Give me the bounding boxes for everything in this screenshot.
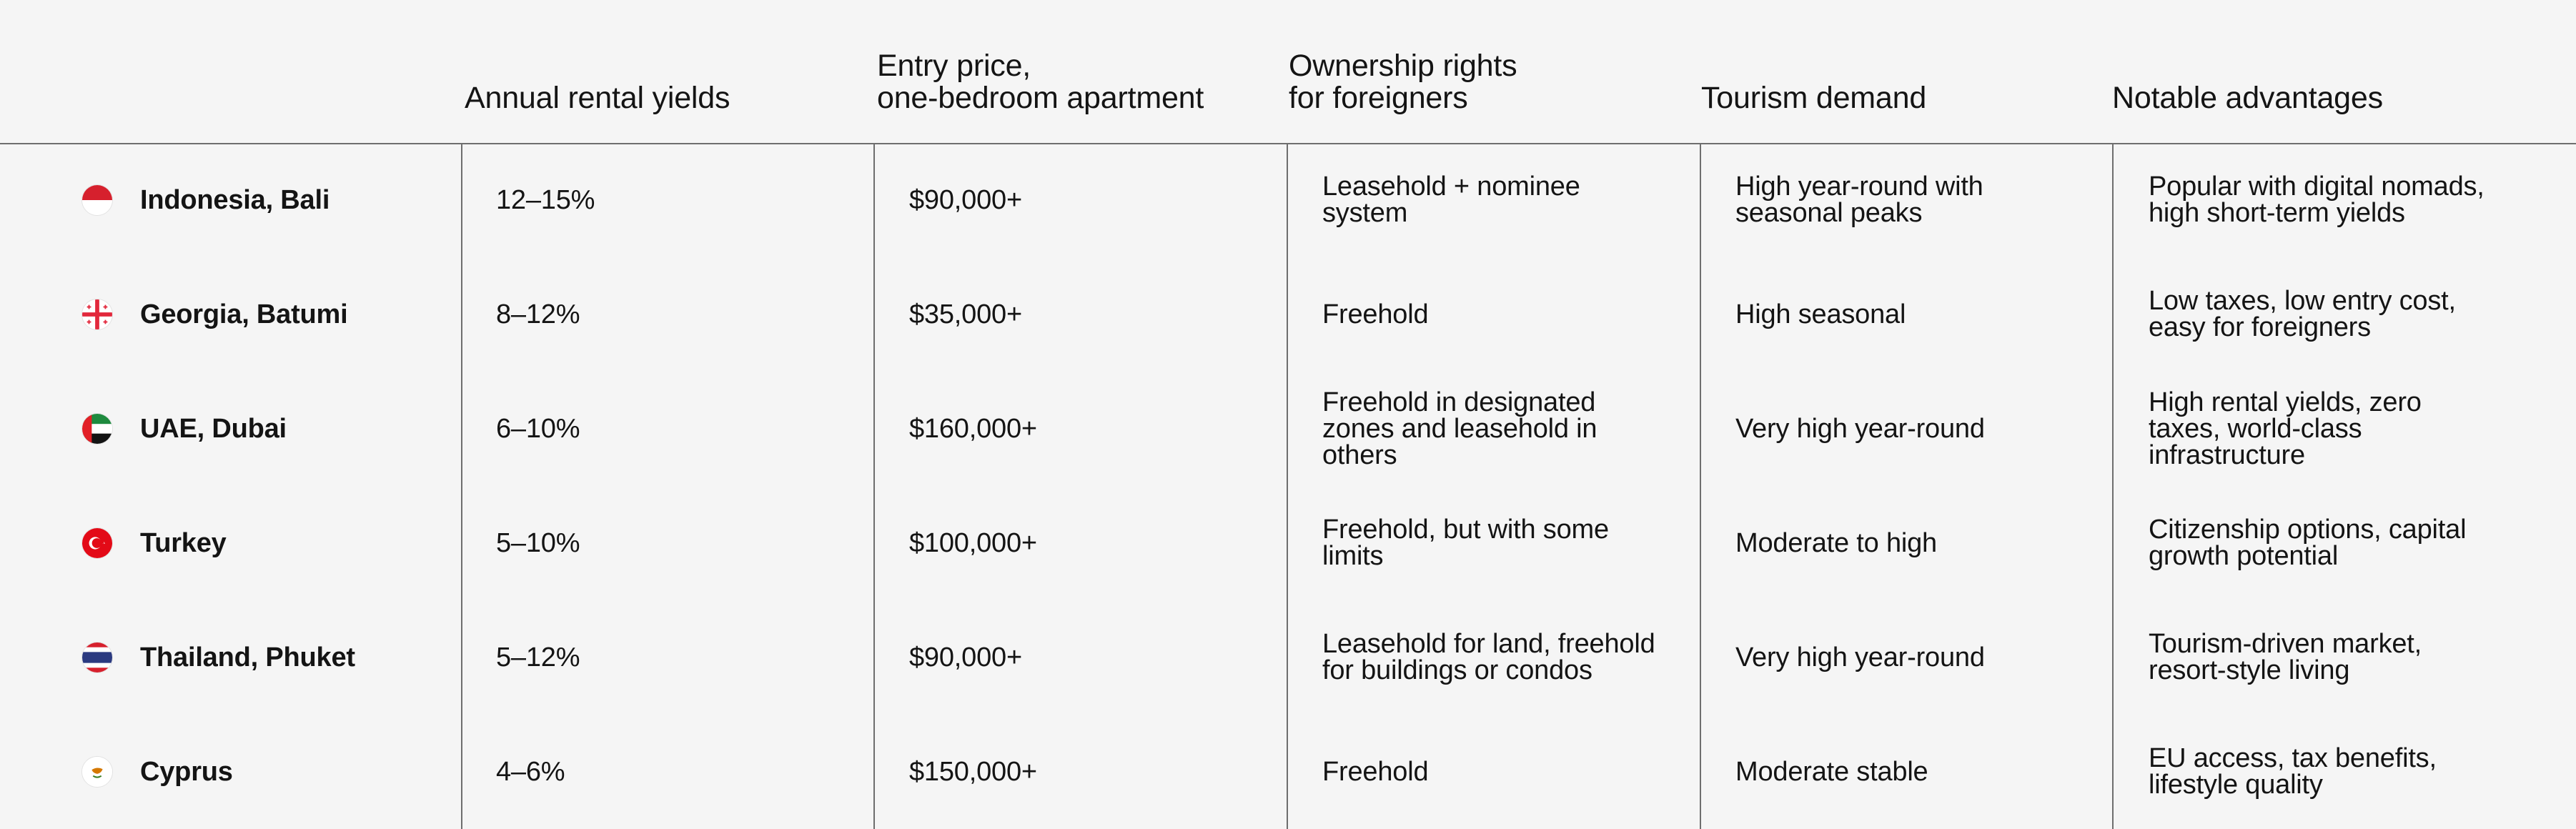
yield-cell-text: 5–12% (496, 642, 580, 672)
ownership-cell (1322, 486, 1609, 600)
entry-price-cell (909, 715, 1037, 829)
tourism-cell-text (1735, 527, 1937, 558)
ownership-cell-line: Freehold (1322, 756, 1429, 787)
advantages-cell-line: high short-term yields (2149, 198, 2405, 228)
advantages-cell-text (2149, 517, 2466, 570)
tourism-cell-line: Very high year-round (1735, 642, 1985, 672)
ownership-cell-line: for buildings or condos (1322, 655, 1592, 685)
cyprus-flag-icon (81, 756, 113, 788)
advantages-cell-line: growth potential (2149, 541, 2339, 571)
yield-cell-text: 6–10% (496, 413, 580, 444)
advantages-cell-text (2149, 389, 2422, 469)
ownership-cell-line: system (1322, 198, 1408, 228)
entry-price-cell (909, 372, 1037, 486)
header-ownership-line1: Ownership rights (1289, 49, 1517, 83)
yield-cell-text: 12–15% (496, 184, 595, 215)
advantages-cell-line: Low taxes, low entry cost, (2149, 286, 2456, 316)
advantages-cell-line: Citizenship options, capital (2149, 515, 2467, 545)
advantages-cell (2149, 715, 2437, 829)
tourism-cell-text (1735, 174, 1983, 227)
tourism-cell-text (1735, 642, 1985, 672)
table-row (0, 715, 2576, 829)
ownership-cell (1322, 372, 1597, 486)
advantages-cell (2149, 486, 2466, 600)
advantages-cell-text (2149, 288, 2456, 341)
table-header (0, 0, 2576, 144)
table-row (0, 257, 2576, 372)
tourism-cell-line: High year-round with (1735, 172, 1983, 202)
entry-price-cell (909, 486, 1037, 600)
header-annual-rental-yields (465, 82, 730, 114)
header-tourism-text: Tourism demand (1701, 81, 1927, 115)
uae-flag-icon (81, 413, 113, 445)
ownership-cell-line: Freehold in designated (1322, 387, 1596, 417)
advantages-cell (2149, 600, 2422, 715)
header-ownership-rights (1289, 50, 1517, 114)
country-cell (81, 257, 348, 372)
tourism-cell (1735, 257, 1906, 372)
tourism-cell-line: High seasonal (1735, 299, 1906, 329)
ownership-cell (1322, 715, 1428, 829)
turkey-flag-icon (81, 527, 113, 559)
country-name: Georgia, Batumi (140, 299, 348, 329)
yield-cell (496, 257, 580, 372)
advantages-cell-line: Tourism-driven market, (2149, 629, 2422, 659)
yield-cell (496, 143, 595, 257)
tourism-cell-line: Very high year-round (1735, 413, 1985, 444)
advantages-cell-text (2149, 631, 2422, 684)
tourism-cell-text (1735, 413, 1985, 444)
country-name: Cyprus (140, 756, 233, 787)
ownership-cell-line: others (1322, 440, 1397, 470)
header-price-line2: one-bedroom apartment (877, 81, 1204, 115)
advantages-cell-line: Popular with digital nomads, (2149, 172, 2485, 202)
advantages-cell-line: infrastructure (2149, 440, 2305, 470)
tourism-cell (1735, 372, 1985, 486)
yield-cell (496, 486, 580, 600)
advantages-cell-line: EU access, tax benefits, (2149, 743, 2437, 773)
ownership-cell-line: Leasehold for land, freehold (1322, 629, 1655, 659)
ownership-cell-line: Leasehold + nominee (1322, 172, 1580, 202)
yield-cell (496, 600, 580, 715)
ownership-cell-text (1322, 517, 1609, 570)
table-row (0, 372, 2576, 486)
yield-cell (496, 372, 580, 486)
country-cell (81, 143, 330, 257)
advantages-cell-line: resort-style living (2149, 655, 2350, 685)
advantages-cell (2149, 257, 2456, 372)
entry-price-cell (909, 600, 1022, 715)
thailand-flag-icon (81, 642, 113, 673)
ownership-cell-text (1322, 389, 1597, 469)
advantages-cell (2149, 372, 2422, 486)
header-advantages-text: Notable advantages (2112, 81, 2383, 115)
georgia-flag-icon (81, 299, 113, 330)
entry-price-cell-text: $90,000+ (909, 642, 1022, 672)
tourism-cell-text (1735, 756, 1928, 787)
yield-cell (496, 715, 565, 829)
table-row (0, 600, 2576, 715)
ownership-cell (1322, 600, 1655, 715)
ownership-cell-line: Freehold, but with some (1322, 515, 1609, 545)
ownership-cell-text (1322, 756, 1429, 787)
entry-price-cell-text: $150,000+ (909, 756, 1037, 787)
advantages-cell-line: easy for foreigners (2149, 312, 2371, 342)
indonesia-flag-icon (81, 184, 113, 216)
yield-cell-text: 8–12% (496, 299, 580, 329)
ownership-cell-text (1322, 631, 1655, 684)
advantages-cell-line: taxes, world-class (2149, 413, 2362, 444)
advantages-cell-line: lifestyle quality (2149, 770, 2323, 800)
ownership-cell-text (1322, 174, 1580, 227)
entry-price-cell-text: $100,000+ (909, 527, 1037, 558)
advantages-cell-text (2149, 745, 2437, 798)
tourism-cell (1735, 600, 1985, 715)
advantages-cell-line: High rental yields, zero (2149, 387, 2422, 417)
header-entry-price (877, 50, 1204, 114)
entry-price-cell (909, 143, 1022, 257)
tourism-cell-line: Moderate to high (1735, 527, 1937, 558)
entry-price-cell-text: $35,000+ (909, 299, 1022, 329)
table-row (0, 143, 2576, 257)
advantages-cell-text (2149, 174, 2485, 227)
country-cell (81, 600, 355, 715)
country-name: Turkey (140, 527, 227, 558)
ownership-cell-text (1322, 299, 1429, 329)
table-row (0, 486, 2576, 600)
header-notable-advantages (2112, 82, 2383, 114)
entry-price-cell-text: $90,000+ (909, 184, 1022, 215)
country-name: Thailand, Phuket (140, 642, 355, 672)
ownership-cell-line: Freehold (1322, 299, 1429, 329)
ownership-cell (1322, 143, 1580, 257)
entry-price-cell-text: $160,000+ (909, 413, 1037, 444)
tourism-cell (1735, 486, 1937, 600)
yield-cell-text: 4–6% (496, 756, 565, 787)
tourism-cell (1735, 143, 1983, 257)
tourism-cell-line: Moderate stable (1735, 756, 1928, 787)
country-name: UAE, Dubai (140, 413, 287, 444)
ownership-cell (1322, 257, 1428, 372)
country-name: Indonesia, Bali (140, 184, 330, 215)
country-cell (81, 715, 233, 829)
header-yields-text: Annual rental yields (465, 81, 730, 115)
entry-price-cell (909, 257, 1022, 372)
tourism-cell-line: seasonal peaks (1735, 198, 1923, 228)
advantages-cell (2149, 143, 2485, 257)
tourism-cell (1735, 715, 1928, 829)
yield-cell-text: 5–10% (496, 527, 580, 558)
country-cell (81, 486, 227, 600)
header-ownership-line2: for foreigners (1289, 81, 1468, 115)
header-price-line1: Entry price, (877, 49, 1031, 83)
tourism-cell-text (1735, 299, 1906, 329)
ownership-cell-line: zones and leasehold in (1322, 413, 1597, 444)
country-cell (81, 372, 287, 486)
ownership-cell-line: limits (1322, 541, 1384, 571)
header-tourism-demand (1701, 82, 1926, 114)
